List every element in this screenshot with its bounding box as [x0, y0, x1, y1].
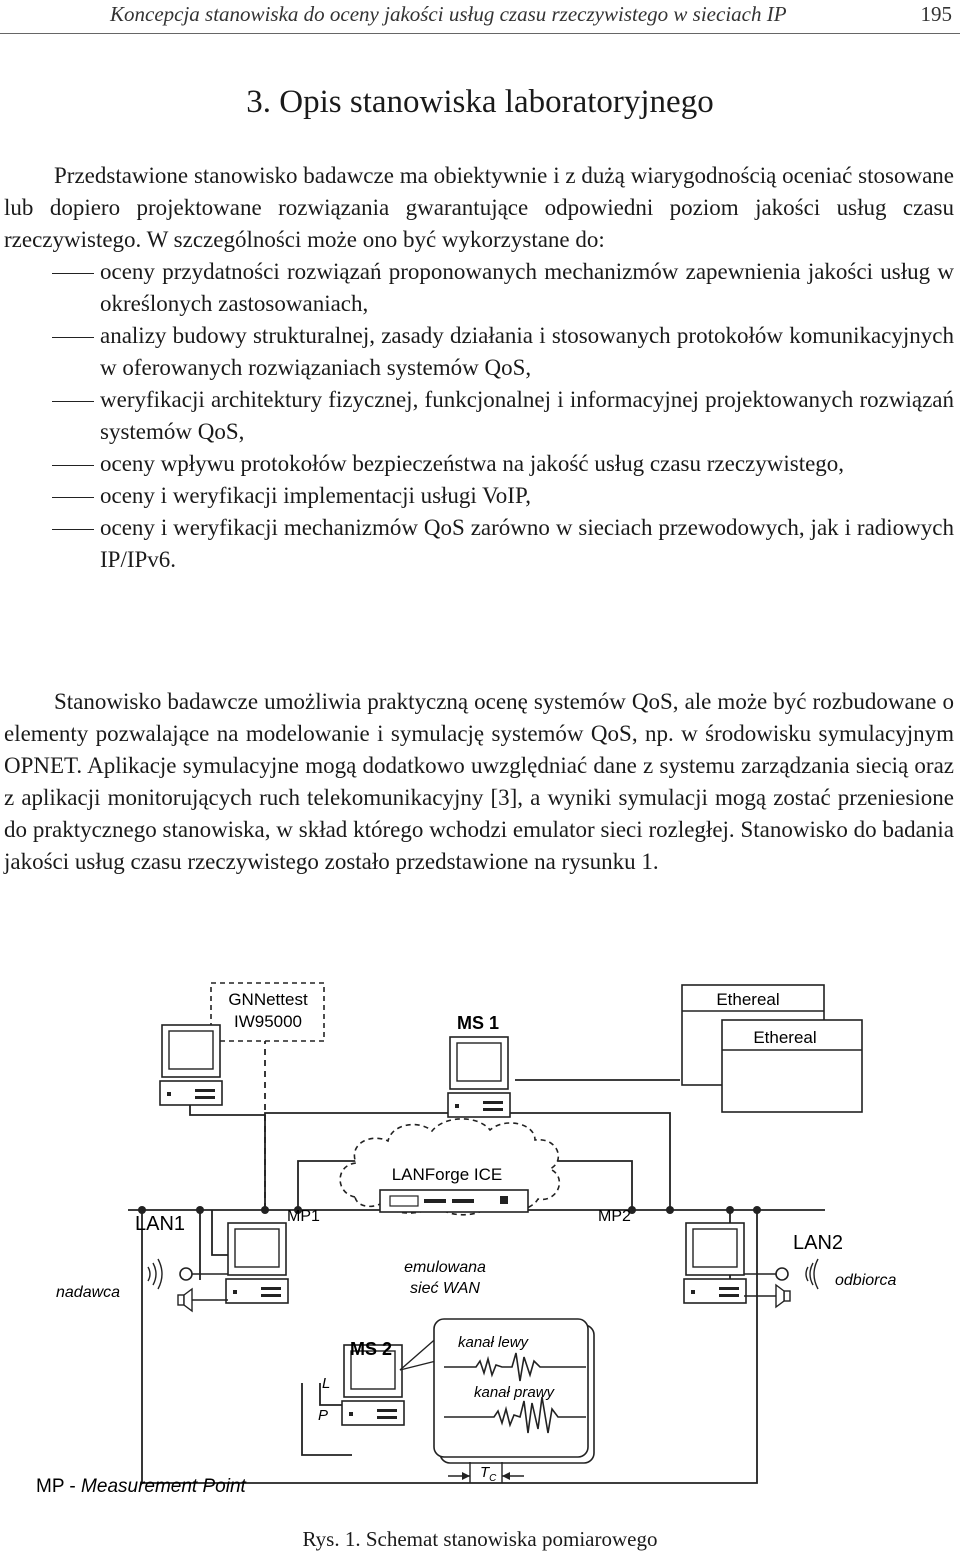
- list-item: [4, 384, 954, 448]
- right-channel-label: kanał prawy: [474, 1384, 555, 1401]
- paragraph-simulation: Stanowisko badawcze umożliwia praktyczną ocenę systemów QoS, ale może być rozbudowane o elementy pozwalające na modelowanie i symulację systemów QoS, np. w środowisku symulacyjnym OPNET. Aplikacje symulacyjne mogą dodatkowo uwzględniać dane z systemu zarządzania siecią oraz z aplikacji monitorujących ruch telekomunikacyjny [3], a wyniki symulacji mogą zostać przeniesione do praktycznego stanowiska, w skład którego wchodzi emulator sieci rozległej. Stanowisko do badania jakości usług czasu rzeczywistego zostało przedstawione na rysunku 1.: [4, 689, 954, 874]
- gnnettest-computer: [160, 1025, 222, 1105]
- left-channel-label: kanał lewy: [458, 1334, 529, 1351]
- receiver-microphone-icon: [776, 1268, 788, 1280]
- mp1-label: MP1: [287, 1208, 320, 1225]
- list-item-text: oceny przydatności rozwiązań proponowanych mechanizmów zapewnienia jakości usług w określonych zastosowaniach,: [100, 259, 954, 316]
- mp2-label: MP2: [598, 1208, 631, 1225]
- dash-bullet: [52, 529, 94, 530]
- list-item: [4, 480, 954, 512]
- running-header: [0, 0, 960, 34]
- ethereal-title-back: Ethereal: [716, 990, 780, 1009]
- section-title: 3. Opis stanowiska laboratoryjnego: [246, 84, 714, 120]
- network-diagram: [0, 965, 960, 1510]
- dash-bullet: [52, 337, 94, 338]
- list-item-text: oceny i weryfikacji implementacji usługi VoIP,: [100, 483, 531, 508]
- dash-bullet: [52, 273, 94, 274]
- lan1-label: LAN1: [135, 1213, 186, 1235]
- receiver-label: odbiorca: [835, 1272, 897, 1289]
- list-item-text: oceny wpływu protokołów bezpieczeństwa na jakość usług czasu rzeczywistego,: [100, 451, 845, 476]
- gnnettest-label: GNNettest: [228, 990, 308, 1009]
- list-item: [4, 320, 954, 384]
- ms1-label: MS 1: [456, 1013, 500, 1033]
- figure-measurement-setup: [0, 965, 960, 1510]
- running-title: Koncepcja stanowiska do oceny jakości usług czasu rzeczywistego w sieciach IP: [110, 2, 787, 26]
- dash-bullet: [52, 497, 94, 498]
- header-rule: [0, 33, 960, 34]
- list-item-text: weryfikacji architektury fizycznej, funkcjonalnej i informacyjnej projektowanych rozwiązań systemów QoS,: [100, 387, 954, 444]
- ms1-computer: [448, 1037, 510, 1117]
- figure-caption: Rys. 1. Schemat stanowiska pomiarowego: [302, 1527, 658, 1551]
- receiver-sound-waves-icon: [806, 1259, 818, 1289]
- list-item-text: oceny i weryfikacji mechanizmów QoS zarówno w sieciach przewodowych, jak i radiowych IP/IPv6.: [100, 515, 954, 572]
- body-text-upper: [4, 160, 954, 576]
- list-item: [4, 448, 954, 480]
- wan-label: emulowana: [404, 1259, 486, 1276]
- paragraph-intro: Przedstawione stanowisko badawcze ma obiektywnie i z dużą wiarygodnością oceniać stosowane lub dopiero projektowane rozwiązania gwarantujące odpowiedni poziom jakości usług czasu rzeczywistego. W szczególności może ono być wykorzystane do:: [4, 163, 954, 252]
- list-item: [4, 512, 954, 576]
- receiver-speaker-icon: [776, 1285, 790, 1307]
- left-channel-L-label: L: [322, 1375, 331, 1392]
- ms2-label: MS 2: [350, 1339, 393, 1359]
- lanforge-label: LANForge ICE: [391, 1165, 503, 1184]
- lan1-computer: [226, 1223, 288, 1303]
- list-item: [4, 256, 954, 320]
- microphone-icon: [180, 1268, 192, 1280]
- gnnettest-model-label: IW95000: [233, 1012, 303, 1031]
- bullet-list: [4, 256, 954, 576]
- body-text-lower: [4, 686, 954, 878]
- ethereal-title-front: Ethereal: [753, 1028, 817, 1047]
- sender-label: nadawca: [56, 1284, 121, 1301]
- list-item-text: analizy budowy strukturalnej, zasady działania i stosowanych protokołów komunikacyjnych w oferowanych rozwiązaniach systemów QoS,: [100, 323, 954, 380]
- tc-label: $T_C$: [480, 1464, 497, 1484]
- lan2-label: LAN2: [793, 1232, 844, 1254]
- sender-speaker-icon: [178, 1289, 192, 1311]
- sender-sound-waves-icon: [148, 1259, 162, 1289]
- dash-bullet: [52, 401, 94, 402]
- legend-mp: MP - Measurement Point: [36, 1476, 246, 1497]
- right-channel-P-label: P: [318, 1407, 329, 1424]
- page-number: 195: [920, 2, 952, 26]
- dash-bullet: [52, 465, 94, 466]
- lan2-computer: [684, 1223, 746, 1303]
- wan-label-line2: sieć WAN: [410, 1280, 480, 1297]
